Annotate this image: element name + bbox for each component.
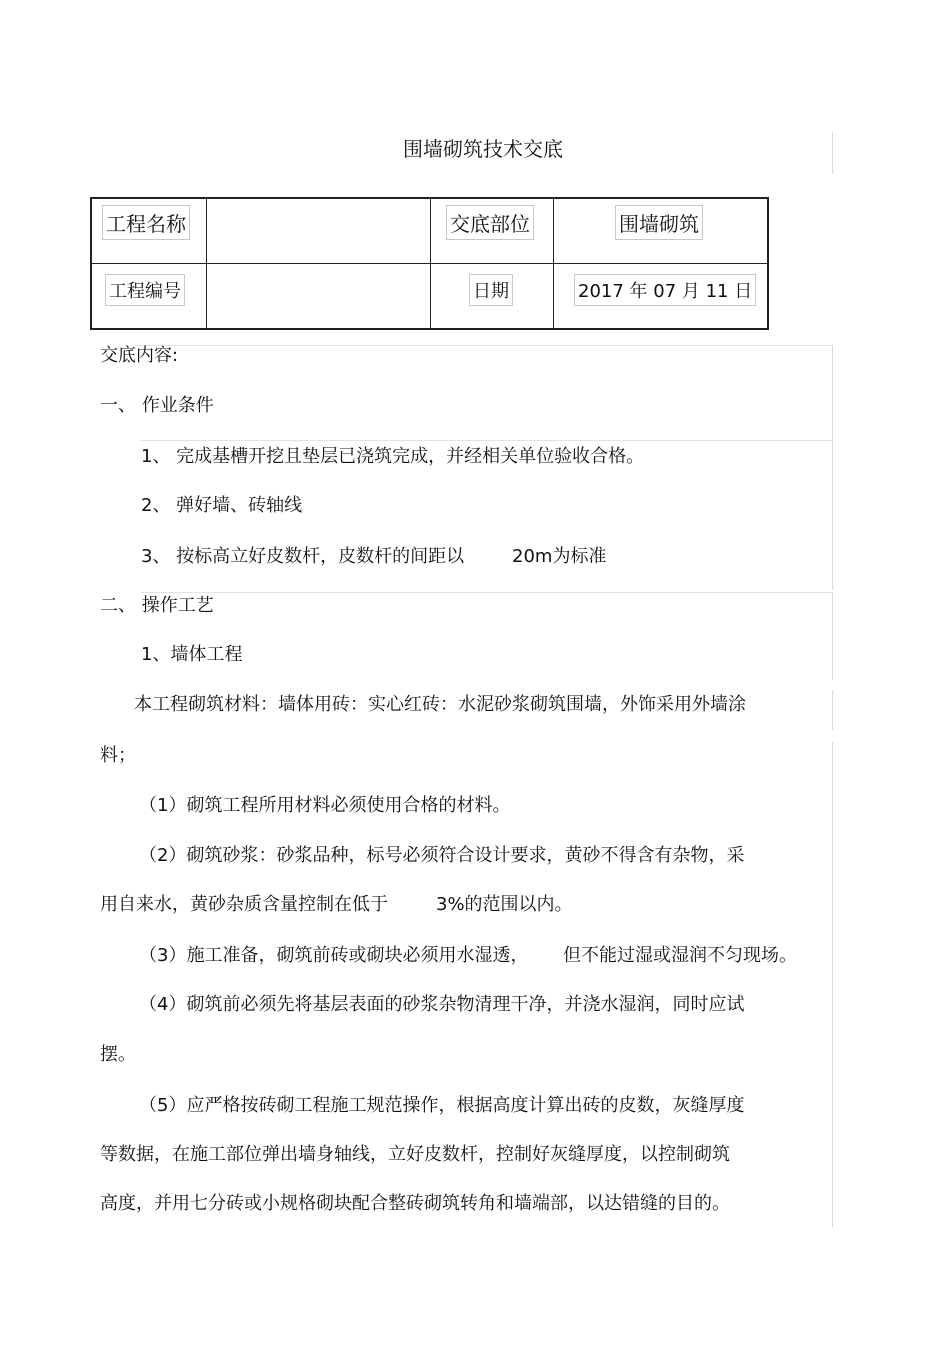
section-title: 一、 作业条件 — [100, 395, 214, 416]
list-item: 1、 完成基槽开挖且垫层已浇筑完成，并经相关单位验收合格。 — [141, 446, 645, 467]
project-info-table — [90, 197, 769, 329]
margin-rule — [832, 690, 833, 730]
paragraph-line: 料； — [100, 745, 136, 766]
section-title: 二、 操作工艺 — [100, 595, 214, 616]
margin-rule — [832, 592, 833, 680]
point-line: 摆。 — [100, 1044, 136, 1065]
date-value: 2017 年 07 月 11 日 — [574, 274, 756, 306]
list-item: 2、 弹好墙、砖轴线 — [141, 495, 303, 516]
list-item: 3、 按标高立好皮数杆，皮数杆的间距以 — [141, 546, 465, 567]
list-item-continuation: 20m为标准 — [512, 546, 607, 567]
paragraph-line: 本工程砌筑材料：墙体用砖：实心红砖：水泥砂浆砌筑围墙，外饰采用外墙涂 — [134, 694, 746, 715]
point-line: 高度，并用七分砖或小规格砌块配合整砖砌筑转角和墙端部，以达错缝的目的。 — [100, 1193, 730, 1214]
point-line-continuation: 但不能过湿或湿润不匀现场。 — [563, 945, 797, 966]
handover-part-label: 交底部位 — [446, 205, 534, 240]
margin-rule — [140, 440, 832, 441]
handover-part-value: 围墙砌筑 — [615, 205, 703, 240]
point-line: （3）施工准备，砌筑前砖或砌块必须用水湿透， — [139, 945, 529, 966]
document-title: 围墙砌筑技术交底 — [403, 137, 563, 161]
margin-rule — [832, 742, 833, 1227]
point-line: （5）应严格按砖砌工程施工规范操作，根据高度计算出砖的皮数，灰缝厚度 — [139, 1095, 745, 1116]
point-line: （2）砌筑砂浆：砂浆品种，标号必须符合设计要求，黄砂不得含有杂物，采 — [139, 845, 745, 866]
project-name-label: 工程名称 — [102, 205, 190, 240]
subsection-title: 1、墙体工程 — [141, 644, 243, 665]
margin-rule — [135, 345, 832, 346]
margin-rule — [832, 345, 833, 590]
date-label: 日期 — [469, 274, 513, 306]
project-number-label: 工程编号 — [105, 274, 185, 306]
margin-rule — [140, 592, 832, 593]
point-line-continuation: 3%的范围以内。 — [436, 894, 573, 915]
point-line: 用自来水，黄砂杂质含量控制在低于 — [100, 894, 388, 915]
point-line: （4）砌筑前必须先将基层表面的砂浆杂物清理干净，并浇水湿润，同时应试 — [139, 994, 745, 1015]
point-line: 等数据，在施工部位弹出墙身轴线，立好皮数杆，控制好灰缝厚度，以控制砌筑 — [100, 1144, 730, 1165]
point-line: （1）砌筑工程所用材料必须使用合格的材料。 — [139, 795, 511, 816]
content-heading: 交底内容: — [100, 345, 179, 366]
